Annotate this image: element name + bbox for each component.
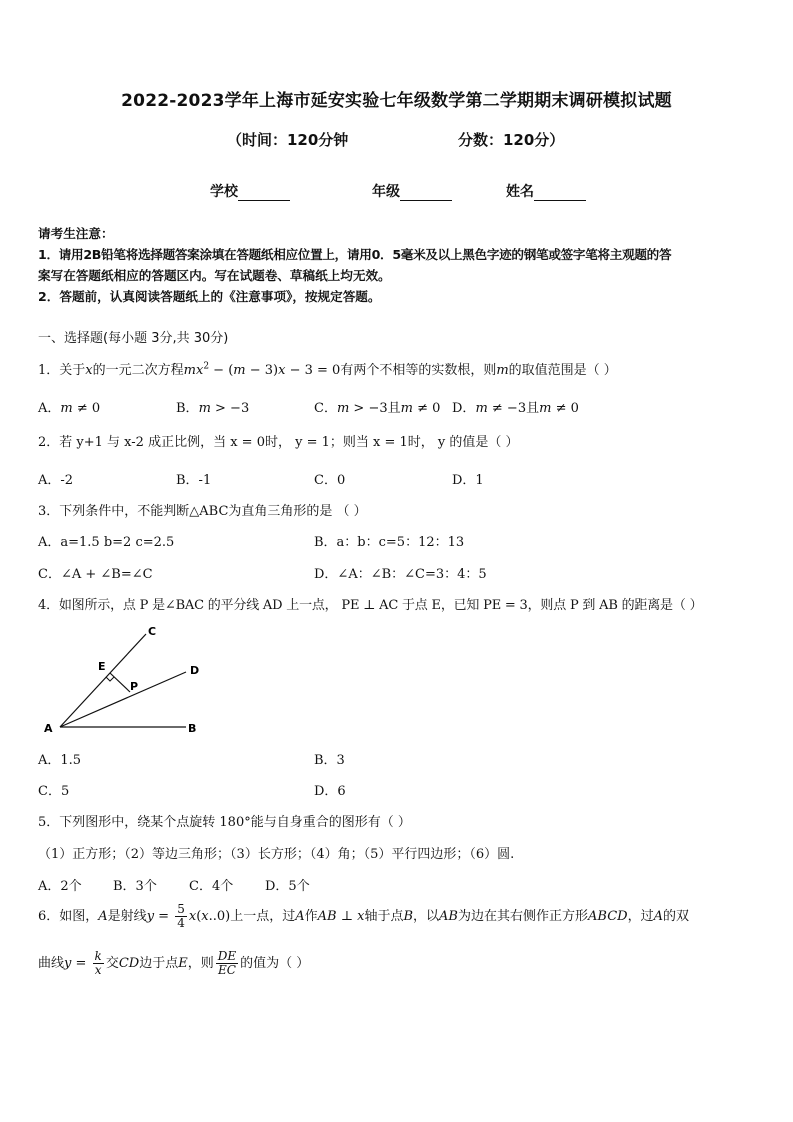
q1-text-post: 的取值范围是（ ） [508, 363, 617, 378]
q1-option-c[interactable]: C．m > −3且m ≠ 0 [314, 401, 441, 416]
notes-line2: 案写在答题纸相应的答题区内。写在试题卷、草稿纸上均无效。 [38, 268, 391, 283]
frac-de-ec: $\frac{DE}{EC}$ [217, 949, 237, 977]
q5-option-b[interactable]: B．3个 [113, 879, 157, 894]
notes-heading: 请考生注意： [38, 226, 114, 241]
q1-text-pre: 1．关于 [38, 363, 86, 378]
grade-field[interactable] [372, 181, 452, 201]
question-4: 4．如图所示，点 P 是∠BAC 的平分线 AD 上一点， PE ⊥ AC 于点 E，已知 PE = 3，则点 P 到 AB 的距离是（ ） [38, 598, 703, 613]
exam-title: 2022-2023学年上海市延安实验七年级数学第二学期期末调研模拟试题 [121, 91, 672, 111]
right-angle-mark [106, 677, 114, 681]
name-label: 姓名 [506, 184, 534, 200]
question-6-line1: 6．如图，A是射线y = $\frac{5}{4}$ x(x..0)上一点，过A作AB ⊥ x轴于点B，以AB为边在其右侧作正方形ABCD，过A的双 [38, 902, 689, 930]
q1-text-mid2: 有两个不相等的实数根，则 [340, 363, 497, 378]
label-a: A [44, 722, 53, 735]
school-blank[interactable] [238, 186, 290, 201]
label-p: P [130, 680, 139, 693]
question-3: 3．下列条件中，不能判断△ABC为直角三角形的是 （ ） [38, 504, 367, 519]
question-6-line2: 曲线y = $\frac{k}{x}$ 交CD边于点E，则 $\frac{DE}{EC}$ 的值为（ ） [38, 949, 310, 977]
q4-option-b[interactable]: B．3 [314, 753, 345, 768]
q4-option-d[interactable]: D．6 [314, 784, 346, 799]
score-label: 分数：120分） [458, 131, 565, 149]
exam-notes [38, 223, 760, 307]
school-field[interactable] [210, 181, 290, 201]
name-field[interactable] [506, 181, 586, 201]
school-label: 学校 [210, 184, 238, 200]
q5-option-a[interactable]: A．2个 [38, 879, 82, 894]
section-title: 一、选择题(每小题 3分,共 30分) [38, 331, 229, 346]
q2-option-c[interactable]: C．0 [314, 473, 346, 488]
q3-option-c[interactable]: C．∠A + ∠B=∠C [38, 567, 153, 582]
notes-line3: 2．答题前，认真阅读答题纸上的《注意事项》，按规定答题。 [38, 289, 381, 304]
q3-option-d[interactable]: D．∠A：∠B：∠C=3：4：5 [314, 567, 487, 582]
frac-k-x: $\frac{k}{x}$ [94, 949, 102, 977]
q1-option-b[interactable]: B．m > −3 [176, 401, 250, 416]
question-1 [38, 359, 617, 378]
time-label: （时间：120分钟 [227, 131, 349, 149]
grade-blank[interactable] [400, 186, 452, 201]
q2-option-b[interactable]: B．-1 [176, 473, 212, 488]
q4-option-a[interactable]: A．1.5 [38, 753, 82, 768]
q5-option-c[interactable]: C．4个 [189, 879, 234, 894]
q1-text-mid1: 的一元二次方程 [92, 363, 184, 378]
q2-option-a[interactable]: A．-2 [38, 473, 74, 488]
grade-label: 年级 [372, 184, 400, 200]
q1-option-a[interactable]: A．m ≠ 0 [38, 401, 101, 416]
q5-items: （1）正方形；（2）等边三角形；（3）长方形；（4）角；（5）平行四边形；（6）圆. [38, 847, 515, 862]
q2-option-d[interactable]: D．1 [452, 473, 484, 488]
question-2: 2．若 y+1 与 x-2 成正比例，当 x = 0时， y = 1；则当 x = 1时， y 的值是（ ） [38, 435, 519, 450]
label-e: E [98, 660, 106, 673]
ray-ad [60, 672, 186, 727]
segment-pe [110, 673, 130, 692]
question-5: 5．下列图形中，绕某个点旋转 180°能与自身重合的图形有（ ） [38, 815, 411, 830]
q5-option-d[interactable]: D．5个 [265, 879, 310, 894]
q1-var-m: m [496, 363, 509, 378]
q4-figure [38, 622, 218, 737]
label-d: D [190, 664, 200, 677]
frac-5-4: $\frac{5}{4}$ [177, 902, 185, 930]
label-c: C [148, 625, 157, 638]
q3-option-b[interactable]: B．a：b：c=5：12：13 [314, 535, 465, 550]
q3-option-a[interactable]: A．a=1.5 b=2 c=2.5 [38, 535, 175, 550]
q1-option-d[interactable]: D．m ≠ −3且m ≠ 0 [452, 401, 579, 416]
q1-equation: $mx^2 - (m - 3)x - 3 = 0$ [183, 361, 341, 378]
q4-option-c[interactable]: C．5 [38, 784, 70, 799]
name-blank[interactable] [534, 186, 586, 201]
notes-line1: 1．请用2B铅笔将选择题答案涂填在答题纸相应位置上，请用0．5毫米及以上黑色字迹的钢笔或签字笔将主观题的答 [38, 247, 672, 262]
q1-var-x: x [85, 363, 93, 378]
label-b: B [188, 722, 197, 735]
